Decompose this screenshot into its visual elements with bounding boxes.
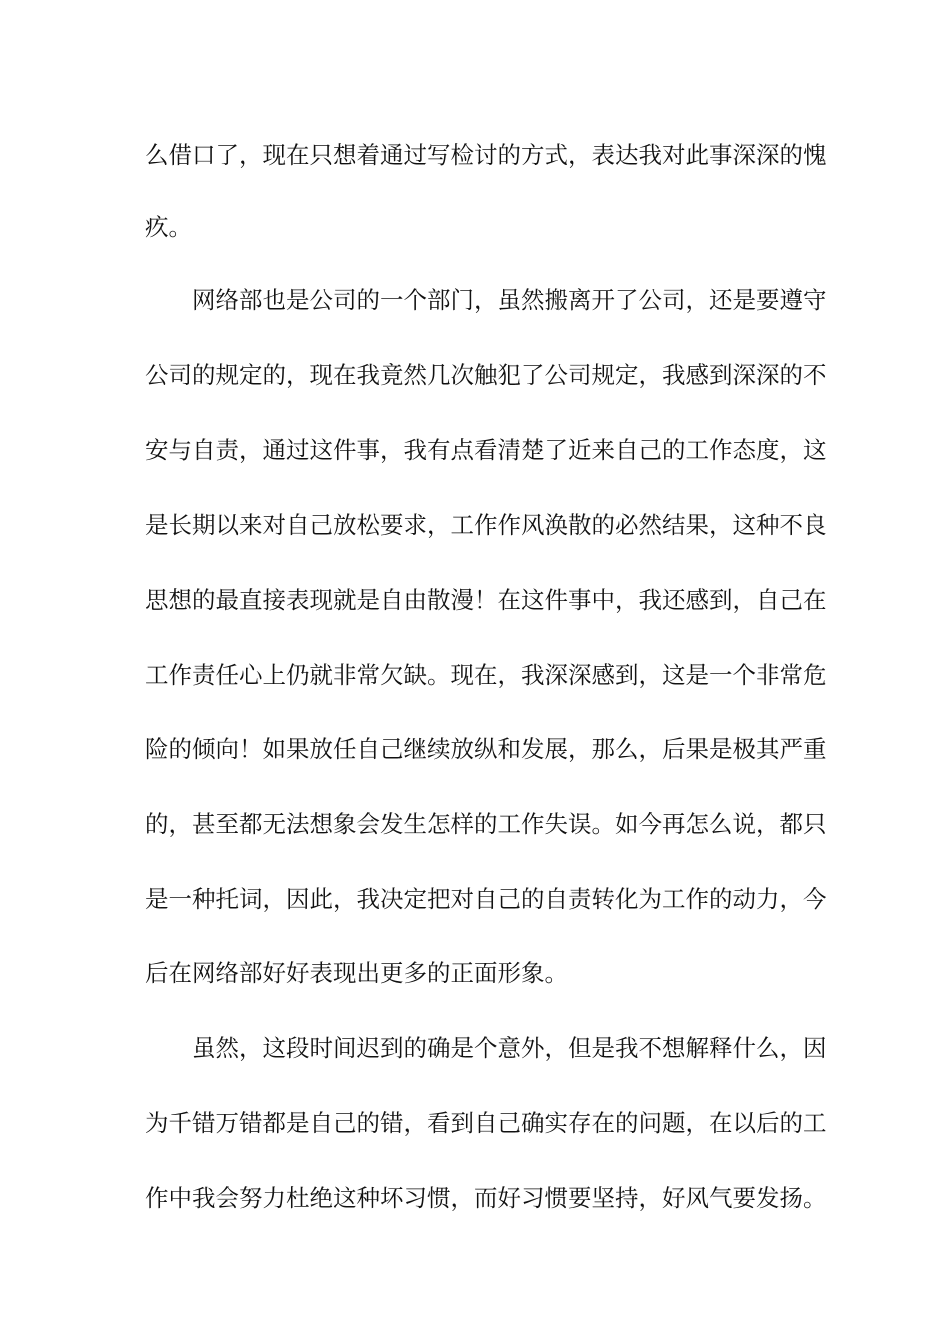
text-line-15: 作中我会努力杜绝这种坏习惯，而好习惯要坚持，好风气要发扬。 [145, 1184, 827, 1212]
text-line-12: 后在网络部好好表现出更多的正面形象。 [145, 959, 568, 987]
text-line-1: 么借口了，现在只想着通过写检讨的方式，表达我对此事深深的愧 [145, 141, 827, 169]
text-line-5: 安与自责，通过这件事，我有点看清楚了近来自己的工作态度，这 [145, 436, 827, 464]
text-line-13: 虽然，这段时间迟到的确是个意外，但是我不想解释什么，因 [192, 1034, 827, 1062]
text-line-14: 为千错万错都是自己的错，看到自己确实存在的问题，在以后的工 [145, 1109, 827, 1137]
text-line-11: 是一种托词，因此，我决定把对自己的自责转化为工作的动力，今 [145, 885, 827, 913]
text-line-4: 公司的规定的，现在我竟然几次触犯了公司规定，我感到深深的不 [145, 361, 827, 389]
text-line-2: 疚。 [145, 213, 192, 241]
text-line-10: 的，甚至都无法想象会发生怎样的工作失误。如今再怎么说，都只 [145, 810, 827, 838]
text-line-7: 思想的最直接表现就是自由散漫！在这件事中，我还感到，自己在 [145, 586, 827, 614]
text-line-8: 工作责任心上仍就非常欠缺。现在，我深深感到，这是一个非常危 [145, 661, 827, 689]
text-line-3: 网络部也是公司的一个部门，虽然搬离开了公司，还是要遵守 [192, 286, 827, 314]
text-line-9: 险的倾向！如果放任自己继续放纵和发展，那么，后果是极其严重 [145, 735, 827, 763]
text-line-6: 是长期以来对自己放松要求，工作作风涣散的必然结果，这种不良 [145, 511, 827, 539]
